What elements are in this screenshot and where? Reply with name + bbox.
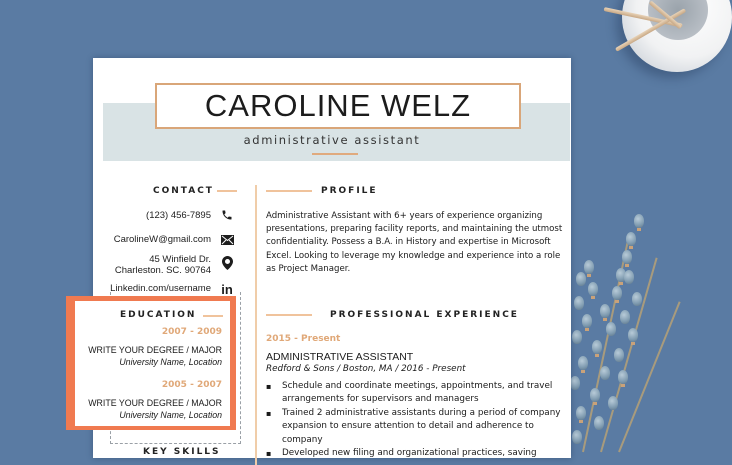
name-box xyxy=(155,83,521,129)
contact-address-line1: 45 Winfield Dr. xyxy=(149,254,211,265)
education-heading-rule xyxy=(203,315,223,317)
linkedin-icon: in xyxy=(221,281,233,297)
job-bullet: ▪ Schedule and coordinate meetings, appointments, and travel arrangements for supervisors and managers xyxy=(266,380,566,407)
education-school: University Name, Location xyxy=(119,410,222,420)
resume-name: CAROLINE WELZ xyxy=(204,88,472,123)
key-skills-heading: KEY SKILLS xyxy=(143,447,221,457)
education-card[interactable] xyxy=(66,296,236,430)
education-card-body xyxy=(75,301,230,426)
subtitle-divider xyxy=(312,153,358,155)
contact-phone: (123) 456-7895 xyxy=(146,210,211,221)
education-dates: 2005 - 2007 xyxy=(161,380,222,390)
job-title: ADMINISTRATIVE ASSISTANT xyxy=(266,351,414,363)
contact-heading-rule xyxy=(217,190,237,192)
education-heading: EDUCATION xyxy=(120,310,197,320)
phone-icon xyxy=(220,208,234,222)
job-company-line: Redford & Sons / Boston, MA / 2016 - Present xyxy=(266,364,466,374)
job-dates: 2015 - Present xyxy=(266,334,341,344)
envelope-icon xyxy=(220,233,234,247)
experience-heading-rule xyxy=(266,314,312,316)
contact-linkedin: Linkedin.com/username xyxy=(110,283,211,294)
column-divider xyxy=(255,185,257,465)
job-bullet: ▪ Developed new filing and organizational practices, saving xyxy=(266,447,566,460)
job-bullet: ▪ Trained 2 administrative assistants during a period of company expansion to ensure attention to detail and adherence to company xyxy=(266,407,566,447)
profile-summary: Administrative Assistant with 6+ years of experience organizing presentations, preparing facility reports, and maintaining the utmost confidentiality. Possess a B.A. in History and expertise in Microsoft Excel. Looking to leverage my knowledge and experience into a role as Project Manager. xyxy=(266,211,563,274)
contact-email: CarolineW@gmail.com xyxy=(113,234,211,245)
education-school: University Name, Location xyxy=(119,357,222,367)
job-bullets xyxy=(266,380,566,460)
decorative-lavender xyxy=(570,210,680,452)
education-degree: WRITE YOUR DEGREE / MAJOR xyxy=(88,345,222,355)
contact-heading: CONTACT xyxy=(153,186,214,196)
map-pin-icon xyxy=(220,256,234,270)
resume-job-title: administrative assistant xyxy=(243,133,421,147)
experience-heading: PROFESSIONAL EXPERIENCE xyxy=(330,310,519,320)
contact-address-line2: Charleston. SC. 90764 xyxy=(114,265,211,276)
profile-heading-rule xyxy=(266,190,312,192)
education-degree: WRITE YOUR DEGREE / MAJOR xyxy=(88,398,222,408)
profile-heading: PROFILE xyxy=(321,186,378,196)
education-dates: 2007 - 2009 xyxy=(161,327,222,337)
